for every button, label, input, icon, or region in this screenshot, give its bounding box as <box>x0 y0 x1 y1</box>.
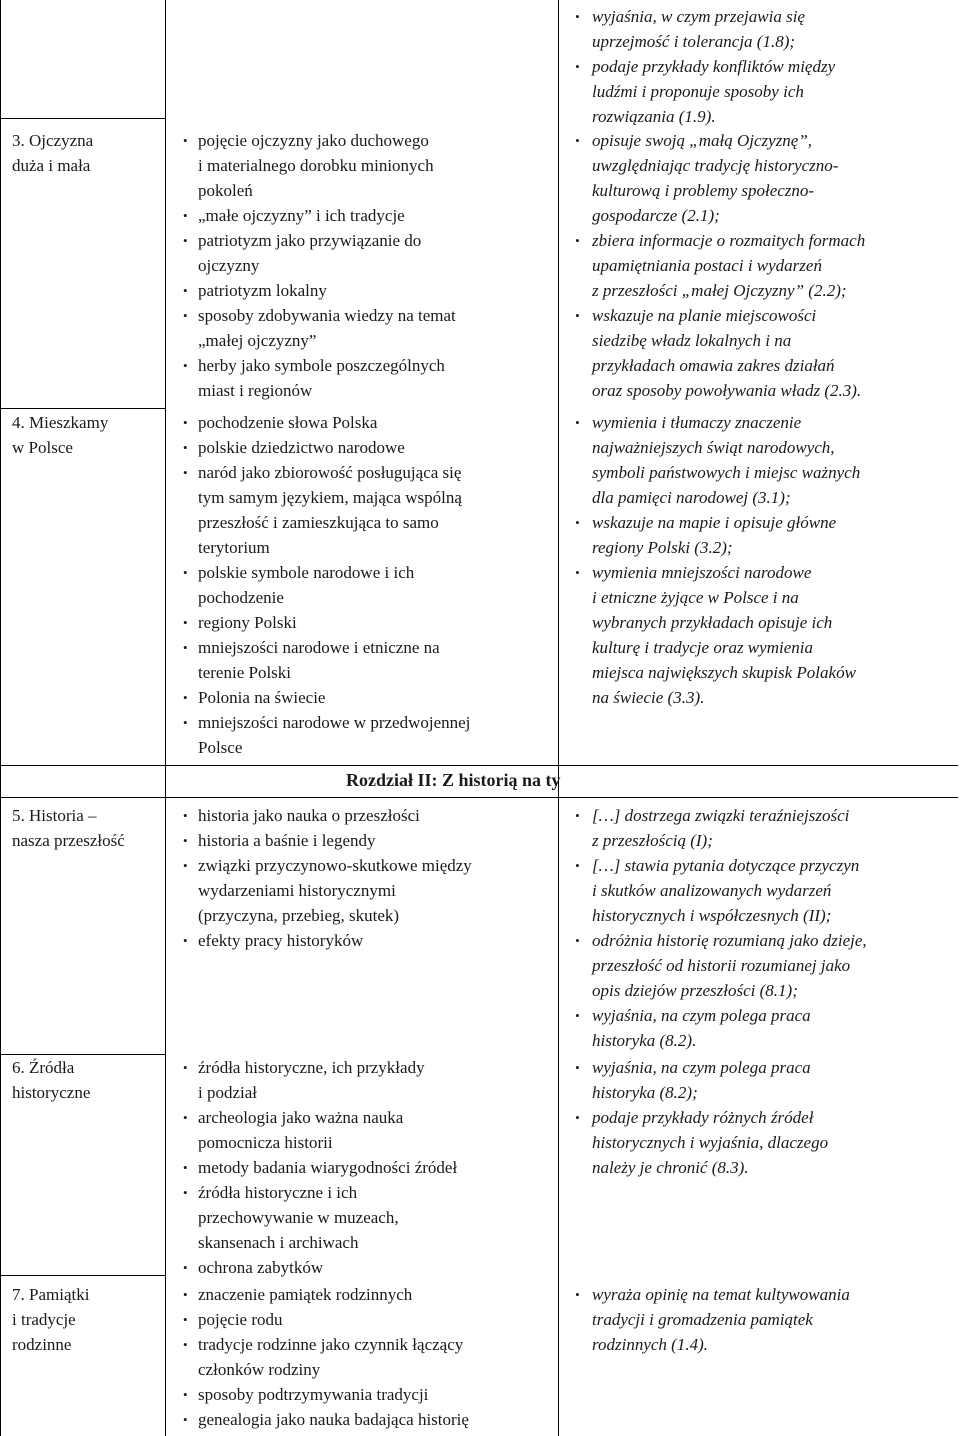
lesson-content-3 <box>180 128 556 403</box>
content-item: • genealogia jako nauka badająca historię <box>180 1407 556 1432</box>
outcome-item: • wyjaśnia, na czym polega praca historyka (8.2). <box>572 1003 956 1053</box>
outcome-item: • wskazuje na mapie i opisuje główne regiony Polski (3.2); <box>572 510 956 560</box>
lesson-title-3: 3. Ojczyzna duża i mała <box>12 131 94 175</box>
outcome-item: • […] stawia pytania dotyczące przyczyn i skutków analizowanych wydarzeń historycznych i współczesnych (II); <box>572 853 956 928</box>
outcome-item: • wyjaśnia, na czym polega praca historyka (8.2); <box>572 1055 956 1105</box>
content-item: • związki przyczynowo-skutkowe między wydarzeniami historycznymi (przyczyna, przebieg, skutek) <box>180 853 556 928</box>
content-item: • polskie symbole narodowe i ich pochodzenie <box>180 560 556 610</box>
outcome-item: • odróżnia historię rozumianą jako dzieje, przeszłość od historii rozumianej jako opis dziejów przeszłości (8.1); <box>572 928 956 1003</box>
content-item: • pochodzenie słowa Polska <box>180 410 556 435</box>
outcome-item: • podaje przykłady konfliktów między ludźmi i proponuje sposoby ich rozwiązania (1.9). <box>572 54 956 129</box>
content-item: • Polonia na świecie <box>180 685 556 710</box>
outcome-item: • […] dostrzega związki teraźniejszości z przeszłością (I); <box>572 803 956 853</box>
row-divider-chapter-bottom <box>0 797 958 798</box>
content-item: • naród jako zbiorowość posługująca się tym samym językiem, mająca wspólną przeszłość i zamieszkująca to samo terytorium <box>180 460 556 560</box>
content-item: • „małe ojczyzny” i ich tradycje <box>180 203 556 228</box>
content-item: • tradycje rodzinne jako czynnik łączący członków rodziny <box>180 1332 556 1382</box>
lesson-title-5: 5. Historia – nasza przeszłość <box>12 806 125 850</box>
outcome-item: • podaje przykłady różnych źródeł historycznych i wyjaśnia, dlaczego należy je chronić (8.3). <box>572 1105 956 1180</box>
outcome-item: • zbiera informacje o rozmaitych formach upamiętniania postaci i wydarzeń z przeszłości „małej Ojczyzny” (2.2); <box>572 228 956 303</box>
content-item: • pojęcie rodu <box>180 1307 556 1332</box>
outcome-item: • wymienia i tłumaczy znaczenie najważniejszych świąt narodowych, symboli państwowych i miejsc ważnych dla pamięci narodowej (3.1); <box>572 410 956 510</box>
lesson-title-6: 6. Źródła historyczne <box>12 1058 91 1102</box>
content-item: • sposoby podtrzymywania tradycji <box>180 1382 556 1407</box>
table-border-col2 <box>558 0 559 1436</box>
content-item: • efekty pracy historyków <box>180 928 556 953</box>
lesson-outcomes-6 <box>572 1055 956 1180</box>
outcome-item: • wskazuje na planie miejscowości siedzibę władz lokalnych i na przykładach omawia zakres działań oraz sposoby powoływania władz (2.3). <box>572 303 956 403</box>
content-item: • historia a baśnie i legendy <box>180 828 556 853</box>
content-item: • patriotyzm lokalny <box>180 278 556 303</box>
content-item: • herby jako symbole poszczególnych miast i regionów <box>180 353 556 403</box>
row-divider-chapter-top <box>0 765 958 766</box>
row-divider-first-col-bottom <box>0 408 165 409</box>
content-item: • źródła historyczne i ich przechowywanie w muzeach, skansenach i archiwach <box>180 1180 556 1255</box>
lesson-outcomes-5 <box>572 803 956 1053</box>
outcome-item: • wyraża opinię na temat kultywowania tradycji i gromadzenia pamiątek rodzinnych (1.4). <box>572 1282 956 1357</box>
lesson-outcomes-4 <box>572 410 956 710</box>
content-item: • metody badania wiarygodności źródeł <box>180 1155 556 1180</box>
lesson-outcomes-7 <box>572 1282 956 1357</box>
lesson-content-4 <box>180 410 556 760</box>
content-item: • znaczenie pamiątek rodzinnych <box>180 1282 556 1307</box>
lesson-outcomes-3 <box>572 128 956 403</box>
lesson-content-5 <box>180 803 556 953</box>
chapter-header: Rozdział II: Z historią na ty <box>346 770 561 790</box>
outcome-item: • wyjaśnia, w czym przejawia się uprzejmość i tolerancja (1.8); <box>572 4 956 54</box>
content-item: • źródła historyczne, ich przykłady i podział <box>180 1055 556 1105</box>
content-item: • historia jako nauka o przeszłości <box>180 803 556 828</box>
row-divider-first-col-top <box>0 118 165 119</box>
content-item: • regiony Polski <box>180 610 556 635</box>
lesson-content-6 <box>180 1055 556 1280</box>
outcome-item: • opisuje swoją „małą Ojczyznę”, uwzględniając tradycję historyczno- kulturową i problemy społeczno- gospodarcze (2.1); <box>572 128 956 228</box>
content-item: • sposoby zdobywania wiedzy na temat „małej ojczyzny” <box>180 303 556 353</box>
table-border-col1 <box>165 0 166 1436</box>
lesson-title-7: 7. Pamiątki i tradycje rodzinne <box>12 1285 90 1354</box>
content-item: • archeologia jako ważna nauka pomocnicza historii <box>180 1105 556 1155</box>
outcome-item: • wymienia mniejszości narodowe i etniczne żyjące w Polsce i na wybranych przykładach opisuje ich kulturę i tradycje oraz wymienia miejsca największych skupisk Polaków na świecie (3.3). <box>572 560 956 710</box>
content-item: • mniejszości narodowe w przedwojennej Polsce <box>180 710 556 760</box>
lesson-title-4: 4. Mieszkamy w Polsce <box>12 413 109 457</box>
content-item: • ochrona zabytków <box>180 1255 556 1280</box>
row-divider-first-col-row6 <box>0 1275 165 1276</box>
row-continuation-outcomes <box>572 4 956 129</box>
content-item: • polskie dziedzictwo narodowe <box>180 435 556 460</box>
table-border-left <box>0 0 1 1436</box>
content-item: • patriotyzm jako przywiązanie do ojczyzny <box>180 228 556 278</box>
content-item: • mniejszości narodowe i etniczne na terenie Polski <box>180 635 556 685</box>
content-item: • pojęcie ojczyzny jako duchowego i materialnego dorobku minionych pokoleń <box>180 128 556 203</box>
lesson-content-7 <box>180 1282 556 1432</box>
